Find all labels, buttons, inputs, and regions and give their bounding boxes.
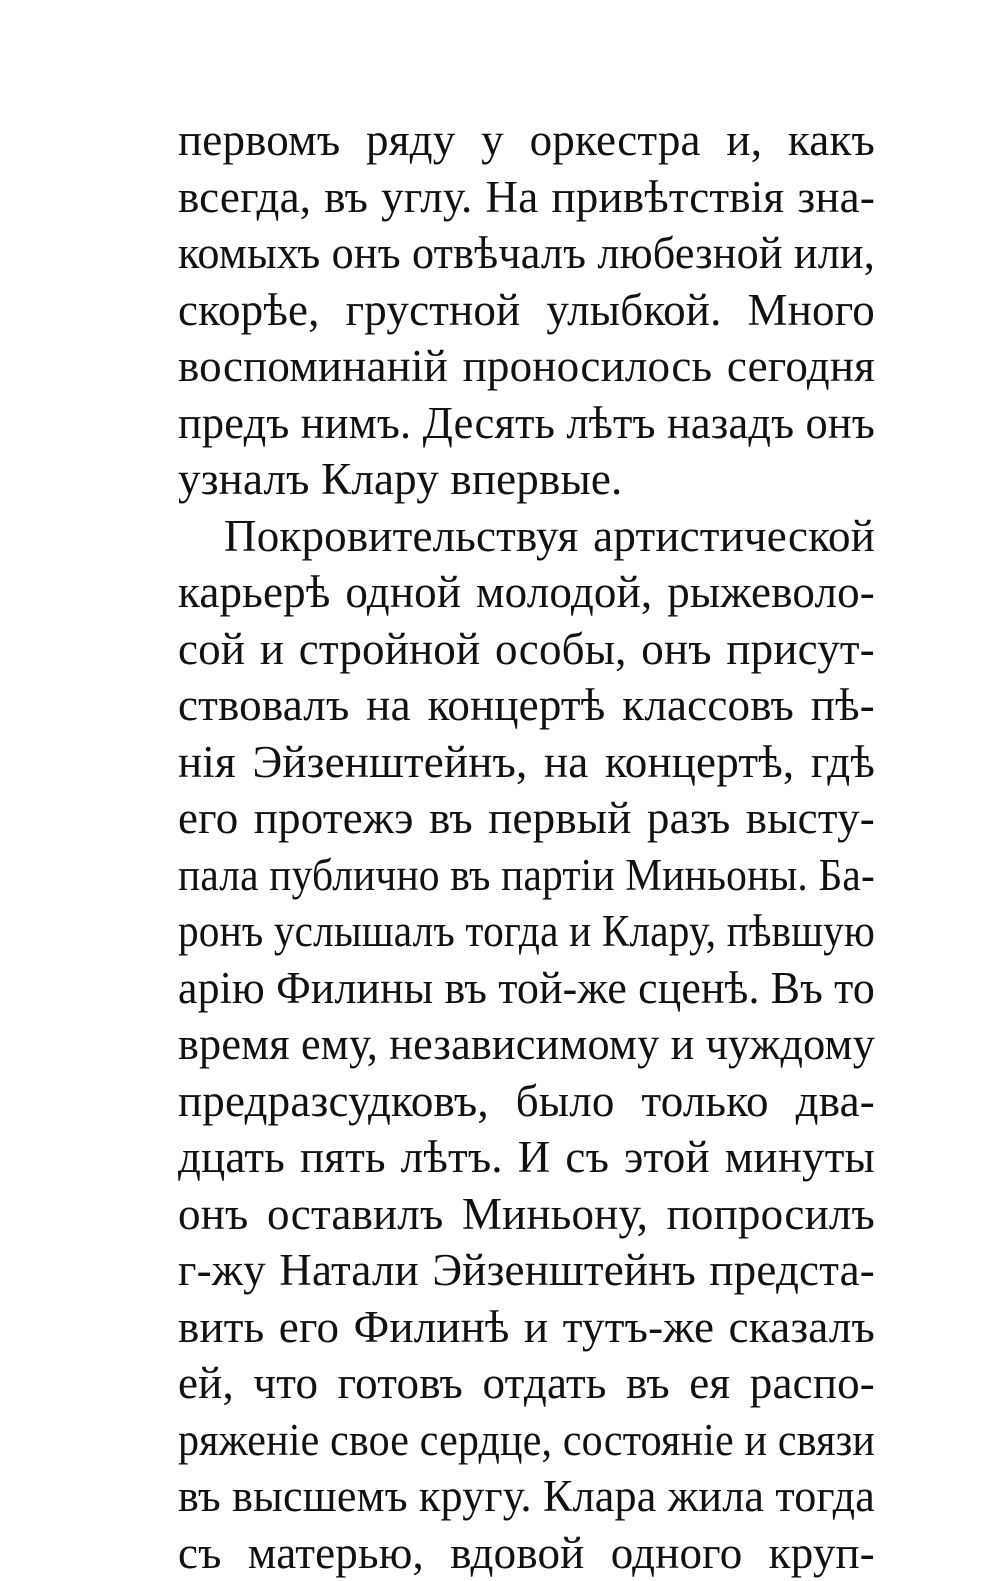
text-line: первомъ ряду у оркестра и, какъ (178, 112, 875, 169)
text-line: время ему, независимому и чуждому (178, 1016, 875, 1073)
text-line: сой и стройной особы, онъ присут- (178, 621, 875, 678)
text-line: предъ нимъ. Десять лѣтъ назадъ онъ (178, 395, 875, 452)
text-line: Покровительствуя артистической (178, 508, 875, 565)
body-text (178, 112, 875, 1581)
text-line: онъ оставилъ Миньону, попросилъ (178, 1186, 875, 1243)
text-line: комыхъ онъ отвѣчалъ любезной или, (178, 225, 875, 282)
text-line: его протежэ въ первый разъ высту- (178, 790, 875, 847)
text-line: арію Филины въ той-же сценѣ. Въ то (178, 960, 875, 1017)
text-line: пала публично въ партіи Миньоны. Ба- (178, 847, 875, 904)
text-line: узналъ Клару впервые. (178, 451, 875, 508)
text-line: воспоминаній проносилось сегодня (178, 338, 875, 395)
text-line: скорѣе, грустной улыбкой. Много (178, 282, 875, 339)
text-line: карьерѣ одной молодой, рыжеволо- (178, 564, 875, 621)
text-line: всегда, въ углу. На привѣтствія зна- (178, 169, 875, 226)
text-line: ронъ услышалъ тогда и Клару, пѣвшую (178, 903, 875, 960)
text-line: г-жу Натали Эйзенштейнъ предста- (178, 1242, 875, 1299)
text-line: въ высшемъ кругу. Клара жила тогда (178, 1468, 875, 1525)
text-line: ряженіе свое сердце, состояніе и связи (178, 1412, 875, 1469)
text-line: предразсудковъ, было только два- (178, 1073, 875, 1130)
text-line: съ матерью, вдовой одного круп- (178, 1525, 875, 1581)
text-line: дцать пять лѣтъ. И съ этой минуты (178, 1129, 875, 1186)
text-line: ствовалъ на концертѣ классовъ пѣ- (178, 677, 875, 734)
text-line: ей, что готовъ отдать въ ея распо- (178, 1355, 875, 1412)
text-line: вить его Филинѣ и тутъ-же сказалъ (178, 1299, 875, 1356)
text-line: нія Эйзенштейнъ, на концертѣ, гдѣ (178, 734, 875, 791)
